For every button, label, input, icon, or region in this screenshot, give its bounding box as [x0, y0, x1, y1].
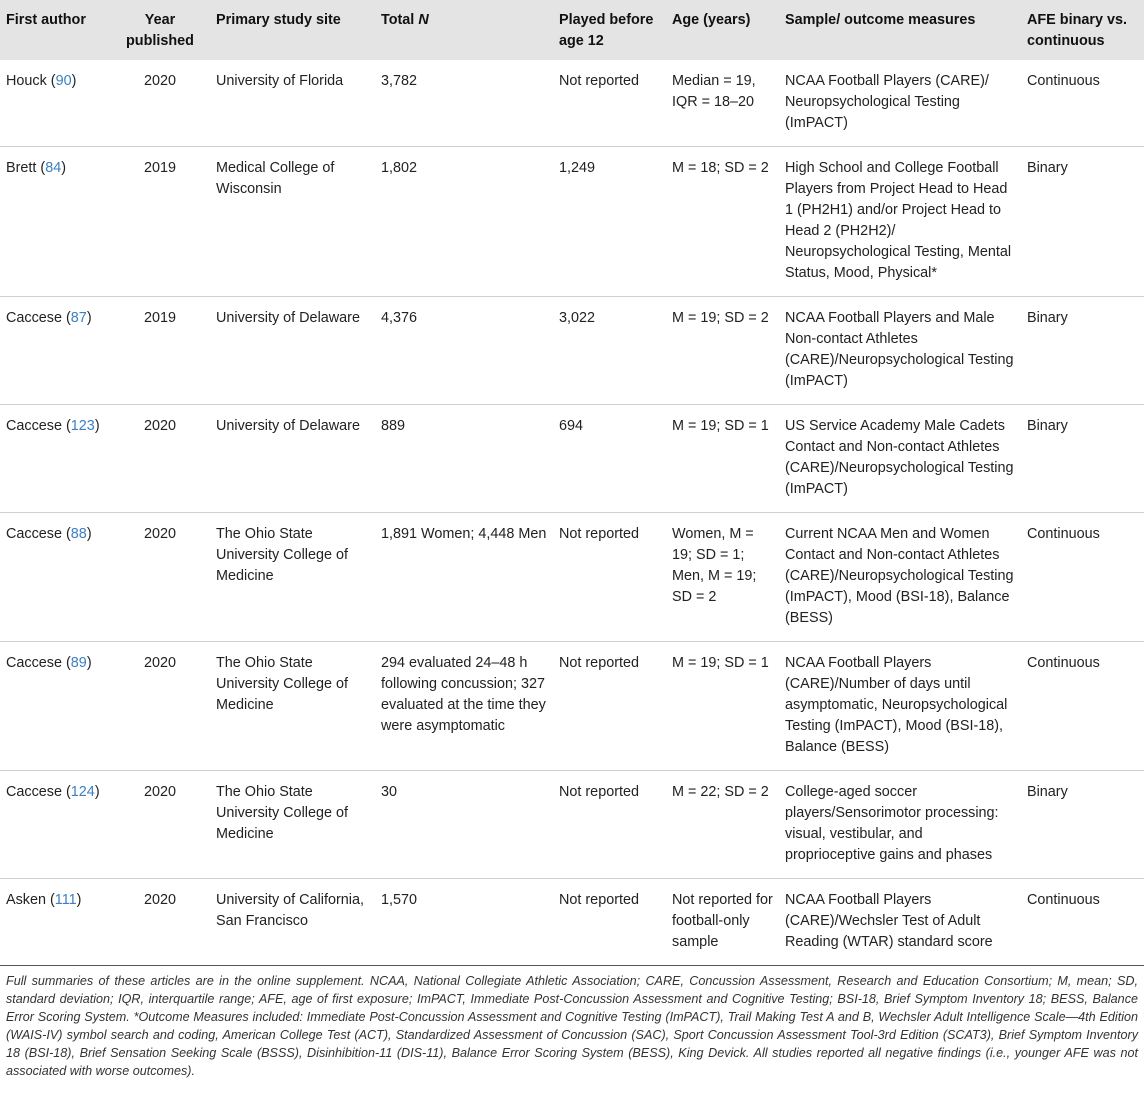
cell-total: 1,570: [381, 892, 418, 908]
cell-played: 694: [559, 418, 584, 434]
cell-afe: Continuous: [1027, 73, 1100, 89]
cell-total: 1,891 Women; 4,448 Men: [381, 526, 547, 542]
cell-age: M = 19; SD = 1: [672, 655, 769, 671]
cell-year: 2020: [143, 892, 176, 908]
cell-played: Not reported: [559, 655, 639, 671]
cell-afe: Continuous: [1027, 526, 1100, 542]
reference-link[interactable]: 88: [70, 526, 87, 542]
cell-site: University of California, San Francisco: [216, 892, 364, 929]
cell-year: 2020: [143, 73, 176, 89]
reference-link[interactable]: 111: [54, 892, 77, 908]
table-row: [0, 879, 1144, 966]
cell-author: Caccese (87): [6, 310, 92, 326]
reference-link[interactable]: 123: [70, 418, 95, 434]
cell-age: M = 19; SD = 1: [672, 418, 769, 434]
cell-sample: NCAA Football Players and Male Non-contact Athletes (CARE)/Neuropsychological Testing (ImPACT): [785, 310, 1014, 389]
header-afe-type: AFE binary vs. continuous: [1027, 12, 1127, 49]
cell-afe: Binary: [1027, 160, 1068, 176]
author-name: Caccese: [6, 310, 62, 326]
cell-played: Not reported: [559, 73, 639, 89]
cell-year: 2020: [143, 418, 176, 434]
reference-link[interactable]: 89: [70, 655, 87, 671]
reference-link[interactable]: 124: [70, 784, 95, 800]
cell-year: 2020: [143, 655, 176, 671]
cell-site: University of Delaware: [216, 310, 360, 326]
cell-author: Houck (90): [6, 73, 77, 89]
header-row: [0, 0, 1144, 60]
cell-site: The Ohio State University College of Medicine: [216, 784, 348, 842]
cell-site: The Ohio State University College of Medicine: [216, 655, 348, 713]
cell-age: M = 19; SD = 2: [672, 310, 769, 326]
cell-total: 294 evaluated 24–48 h following concussion; 327 evaluated at the time they were asymptomatic: [381, 655, 546, 734]
table-row: [0, 642, 1144, 771]
cell-site: Medical College of Wisconsin: [216, 160, 335, 197]
cell-played: Not reported: [559, 784, 639, 800]
cell-author: Caccese (88): [6, 526, 92, 542]
cell-site: University of Delaware: [216, 418, 360, 434]
cell-year: 2020: [143, 784, 176, 800]
reference-link[interactable]: 87: [70, 310, 87, 326]
cell-afe: Binary: [1027, 784, 1068, 800]
header-sample-outcome: Sample/ outcome measures: [785, 12, 976, 28]
header-age: Age (years): [672, 12, 751, 28]
cell-total: 3,782: [381, 73, 418, 89]
header-total-n-italic: N: [418, 12, 429, 28]
cell-year: 2019: [143, 310, 176, 326]
cell-sample: NCAA Football Players (CARE)/ Neuropsychological Testing (ImPACT): [785, 73, 989, 131]
cell-sample: College-aged soccer players/Sensorimotor processing: visual, vestibular, and proprioceptive gains and phases: [785, 784, 999, 863]
cell-sample: NCAA Football Players (CARE)/Number of days until asymptomatic, Neuropsychological Testing (ImPACT), Mood (BSI-18), Balance (BESS): [785, 655, 1008, 755]
cell-age: Women, M = 19; SD = 1; Men, M = 19; SD = 2: [672, 526, 757, 605]
author-name: Houck: [6, 73, 47, 89]
cell-age: M = 18; SD = 2: [672, 160, 769, 176]
table-row: [0, 147, 1144, 297]
header-played-before-12: Played before age 12: [559, 12, 654, 49]
header-year-published: Year published: [126, 12, 194, 49]
cell-sample: Current NCAA Men and Women Contact and Non-contact Athletes (CARE)/Neuropsychological Testing (ImPACT), Mood (BSI-18), Balance (BESS): [785, 526, 1014, 626]
cell-age: Not reported for football-only sample: [672, 892, 773, 950]
cell-author: Caccese (89): [6, 655, 92, 671]
header-total-n: [375, 0, 553, 60]
table-row: [0, 771, 1144, 879]
cell-afe: Continuous: [1027, 892, 1100, 908]
author-name: Caccese: [6, 526, 62, 542]
table-footnote: Full summaries of these articles are in the online supplement. NCAA, National Collegiate Athletic Association; CARE, Concussion Assessment, Research and Education Consortium; M, mean; SD, standard deviation; IQR, interquartile range; AFE, age of first exposure; ImPACT, Immediate Post-Concussion Assessment and Cognitive Testing; BSI-18, Brief Symptom Inventory 18; BESS, Balance Error Scoring System. *Outcome Measures included: Immediate Post-Concussion Assessment and Cognitive Testing (ImPACT), Trail Making Test A and B, Wechsler Adult Intelligence Scale—4th Edition (WAIS-IV) symbol search and coding, American College Test (ACT), Standardized Assessment of Concussion (SAC), Sport Concussion Assessment Tool-3rd Edition (SCAT3), Brief Symptom Inventory 18 (BSI-18), Brief Sensation Seeking Scale (BSSS), Disinhibition-11 (DIS-11), Balance Error Scoring System (BESS), King Devick. All studies reported all negative findings (i.e., younger AFE was not associated with worse outcomes).: [6, 974, 1138, 1078]
table-header: [0, 0, 1144, 60]
cell-author: Asken (111): [6, 892, 82, 908]
reference-link[interactable]: 90: [55, 73, 72, 89]
cell-total: 1,802: [381, 160, 418, 176]
cell-total: 4,376: [381, 310, 418, 326]
author-name: Caccese: [6, 655, 62, 671]
cell-afe: Continuous: [1027, 655, 1100, 671]
header-total-label: Total: [381, 12, 419, 28]
cell-age: Median = 19, IQR = 18–20: [672, 73, 756, 110]
header-first-author: First author: [6, 12, 86, 28]
cell-author: Brett (84): [6, 160, 66, 176]
table-row: [0, 60, 1144, 147]
cell-sample: NCAA Football Players (CARE)/Wechsler Test of Adult Reading (WTAR) standard score: [785, 892, 993, 950]
cell-total: 30: [381, 784, 398, 800]
author-name: Asken: [6, 892, 46, 908]
cell-afe: Binary: [1027, 310, 1068, 326]
cell-sample: High School and College Football Players from Project Head to Head 1 (PH2H1) and/or Project Head to Head 2 (PH2H2)/ Neuropsychological Testing, Mental Status, Mood, Physical*: [785, 160, 1012, 281]
header-primary-study-site: Primary study site: [216, 12, 341, 28]
cell-played: Not reported: [559, 892, 639, 908]
cell-author: Caccese (124): [6, 784, 100, 800]
cell-site: The Ohio State University College of Medicine: [216, 526, 348, 584]
cell-total: 889: [381, 418, 406, 434]
cell-year: 2019: [143, 160, 176, 176]
cell-played: 1,249: [559, 160, 596, 176]
author-name: Caccese: [6, 784, 62, 800]
cell-afe: Binary: [1027, 418, 1068, 434]
table-row: [0, 297, 1144, 405]
cell-site: University of Florida: [216, 73, 344, 89]
table-body: [0, 60, 1144, 966]
reference-link[interactable]: 84: [45, 160, 62, 176]
cell-sample: US Service Academy Male Cadets Contact and Non-contact Athletes (CARE)/Neuropsychological Testing (ImPACT): [785, 418, 1014, 497]
cell-author: Caccese (123): [6, 418, 100, 434]
author-name: Brett: [6, 160, 37, 176]
cell-played: Not reported: [559, 526, 639, 542]
cell-age: M = 22; SD = 2: [672, 784, 769, 800]
table-row: [0, 405, 1144, 513]
cell-played: 3,022: [559, 310, 596, 326]
cell-year: 2020: [143, 526, 176, 542]
author-name: Caccese: [6, 418, 62, 434]
table-row: [0, 513, 1144, 642]
